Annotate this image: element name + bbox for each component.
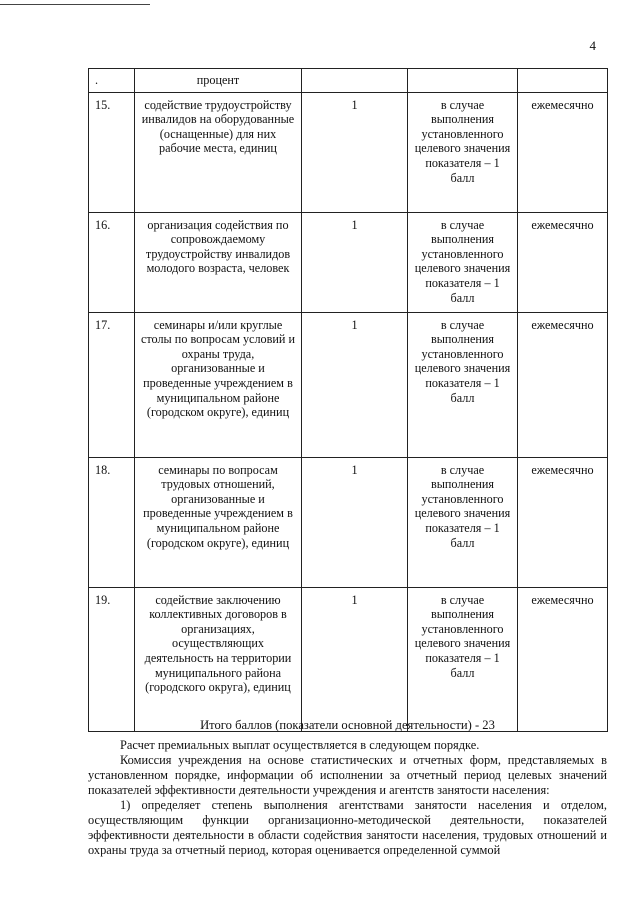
paragraph: Расчет премиальных выплат осуществляется в следующем порядке.	[120, 738, 480, 752]
cell-value	[302, 69, 408, 93]
cell-period: ежемесячно	[518, 312, 608, 457]
cell-condition	[408, 69, 518, 93]
cell-num: 15.	[89, 92, 135, 212]
cell-indicator: содействие заключению коллективных договоров в организациях, осуществляющих деятельность на территории муниципального района (городского округа), единиц	[135, 587, 302, 731]
page-number: 4	[589, 38, 596, 53]
cell-num: .	[89, 69, 135, 93]
cell-period: ежемесячно	[518, 457, 608, 587]
table-row	[89, 587, 608, 731]
table-row-continued	[89, 69, 608, 93]
cell-indicator: организация содействия по сопровождаемому трудоустройству инвалидов молодого возраста, человек	[135, 212, 302, 312]
cell-indicator: процент	[135, 69, 302, 93]
cell-period: ежемесячно	[518, 212, 608, 312]
cell-num: 16.	[89, 212, 135, 312]
paragraph: Комиссия учреждения на основе статистических и отчетных форм, представляемых в установленном порядке, информации об исполнении за отчетный период целевых значений показателей эффективности деятельности учреждения и агентств занятости населения:	[88, 753, 607, 797]
cell-value: 1	[302, 457, 408, 587]
cell-condition: в случае выполнения установленного целевого значения показателя – 1 балл	[408, 212, 518, 312]
indicators-table	[88, 68, 608, 732]
cell-indicator: содействие трудоустройству инвалидов на оборудованные (оснащенные) для них рабочие места, единиц	[135, 92, 302, 212]
cell-period	[518, 69, 608, 93]
total-points-line: Итого баллов (показатели основной деятельности) - 23	[200, 718, 495, 732]
paragraph: 1) определяет степень выполнения агентствами занятости населения и отделом, осуществляющим функции организационно-методической деятельности, показателей эффективности деятельности в области содействия занятости населения, трудовых отношений и охраны труда за отчетный период, которая оценивается определенной суммой	[88, 798, 607, 857]
scan-artifact-line	[0, 4, 150, 5]
cell-value: 1	[302, 312, 408, 457]
cell-value: 1	[302, 587, 408, 731]
table-row	[89, 312, 608, 457]
cell-period: ежемесячно	[518, 587, 608, 731]
cell-indicator: семинары по вопросам трудовых отношений, организованные и проведенные учреждением в муниципальном районе (городском округе), единиц	[135, 457, 302, 587]
cell-condition: в случае выполнения установленного целевого значения показателя – 1 балл	[408, 587, 518, 731]
cell-num: 19.	[89, 587, 135, 731]
cell-num: 18.	[89, 457, 135, 587]
table-row	[89, 212, 608, 312]
cell-period: ежемесячно	[518, 92, 608, 212]
cell-value: 1	[302, 92, 408, 212]
body-text	[88, 738, 607, 858]
cell-condition: в случае выполнения установленного целевого значения показателя – 1 балл	[408, 92, 518, 212]
table-row	[89, 92, 608, 212]
table-row	[89, 457, 608, 587]
cell-num: 17.	[89, 312, 135, 457]
cell-condition: в случае выполнения установленного целевого значения показателя – 1 балл	[408, 312, 518, 457]
cell-indicator: семинары и/или круглые столы по вопросам условий и охраны труда, организованные и проведенные учреждением в муниципальном районе (городском округе), единиц	[135, 312, 302, 457]
cell-condition: в случае выполнения установленного целевого значения показателя – 1 балл	[408, 457, 518, 587]
cell-value: 1	[302, 212, 408, 312]
